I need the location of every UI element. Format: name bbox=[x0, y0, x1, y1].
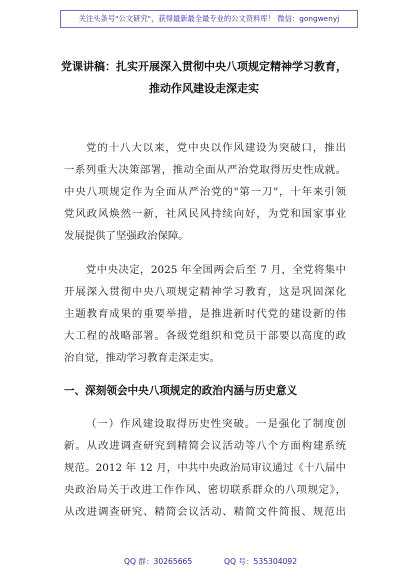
paragraph-line: （一）作风建设取得历史性突破。一是强化了制度创 bbox=[86, 418, 346, 430]
paragraph-line: 发展提供了坚强政治保障。 bbox=[64, 230, 189, 242]
paragraph-line: 从改进调查研究、精简会议活动、精简文件简报、规范出 bbox=[64, 506, 346, 518]
paragraph-line: 开展深入贯彻中央八项规定精神学习教育，这是巩固深化 bbox=[64, 286, 346, 298]
paragraph-line: 主题教育成果的重要举措，是推进新时代党的建设新的伟 bbox=[64, 308, 346, 320]
paragraph-line: 中央八项规定作为全面从严治党的"第一刀"，十年来引领 bbox=[64, 186, 346, 198]
promo-banner bbox=[60, 10, 358, 28]
qq-group-footer: QQ 群：30265665 bbox=[124, 557, 193, 566]
paragraph-line: 党风政风焕然一新，社风民风持续向好，为党和国家事业 bbox=[64, 208, 346, 220]
paragraph-line: 央政治局关于改进工作作风、密切联系群众的八项规定》， bbox=[64, 484, 346, 496]
paragraph-line: 一系列重大决策部署，推动全面从严治党取得历史性成就。 bbox=[64, 164, 346, 176]
document-title-line-1: 党课讲稿：扎实开展深入贯彻中央八项规定精神学习教育， bbox=[61, 60, 347, 73]
section-heading: 一、深刻领会中央八项规定的政治内涵与历史意义 bbox=[64, 385, 298, 397]
paragraph-line: 新。从改进调查研究到精简会议活动等八个方面构建系统 bbox=[64, 440, 346, 452]
paragraph-line: 规范。2012 年 12 月，中共中央政治局审议通过《十八届中 bbox=[64, 462, 346, 474]
paragraph-line: 治自觉，推动学习教育走深走实。 bbox=[64, 352, 220, 364]
paragraph-line: 党的十八大以来，党中央以作风建设为突破口，推出 bbox=[86, 142, 346, 154]
document-title-line-2: 推动作风建设走深走实 bbox=[149, 82, 259, 95]
paragraph-line: 党中央决定，2025 年全国两会后至 7 月，全党将集中 bbox=[86, 264, 346, 276]
promo-banner-text: 关注头条号"公文研究"，获得最新最全最专业的公文资料库！ 微信：gongwenyj bbox=[78, 14, 340, 23]
paragraph-line: 大工程的战略部署。各级党组织和党员干部要以高度的政 bbox=[64, 330, 346, 342]
qq-number-footer: QQ 号：535304092 bbox=[224, 557, 298, 566]
